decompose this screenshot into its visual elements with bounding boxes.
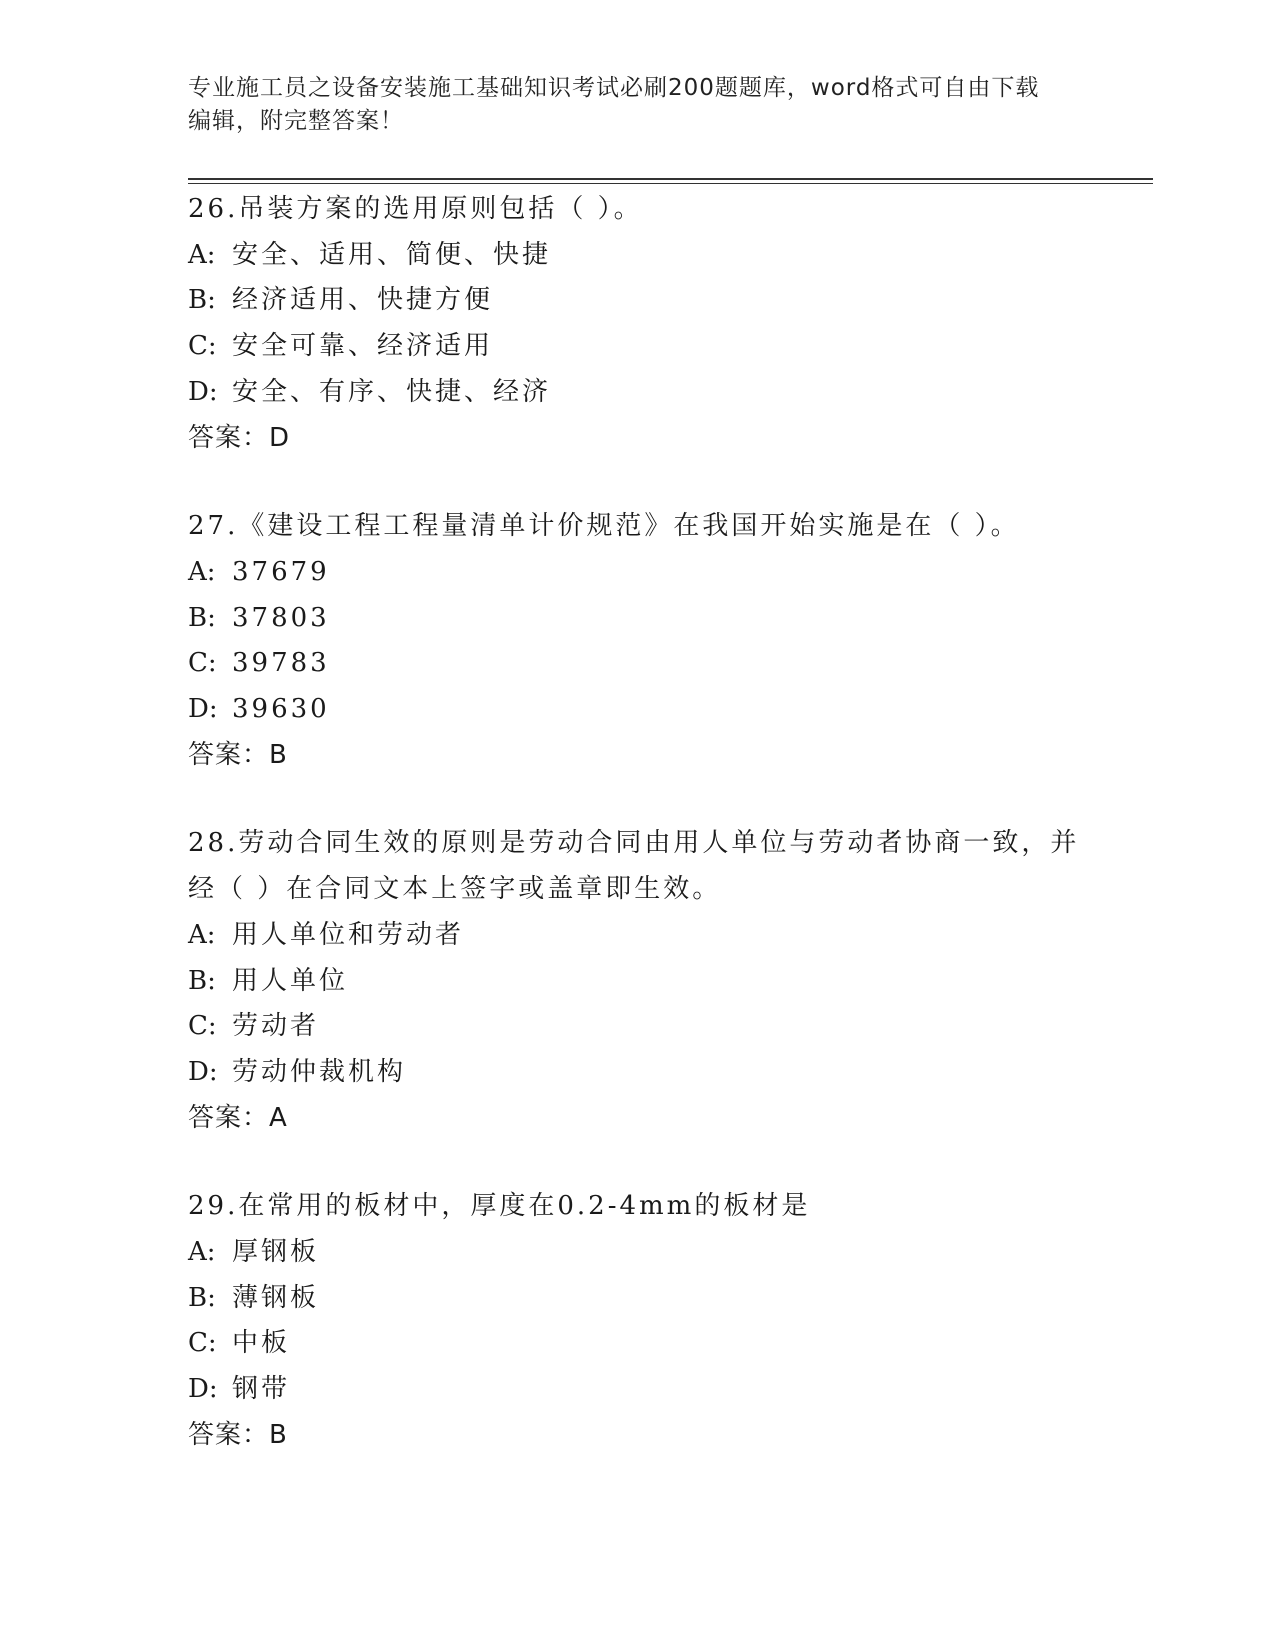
option-a	[188, 913, 1108, 959]
option-label: B:	[188, 285, 216, 316]
option-text: 安全、有序、快捷、经济	[232, 376, 552, 407]
question-stem: 28.劳动合同生效的原则是劳动合同由用人单位与劳动者协商一致，并经（ ）在合同文本上签字或盖章即生效。	[188, 828, 1080, 905]
option-d	[188, 687, 1108, 733]
option-label: D:	[188, 376, 218, 407]
question-stem: 26.吊装方案的选用原则包括（ ）。	[188, 194, 643, 224]
option-text: 劳动仲裁机构	[232, 1056, 407, 1087]
question-26	[188, 187, 1108, 461]
header-divider-top	[188, 178, 1153, 180]
answer: 答案：A	[188, 1102, 288, 1133]
option-label: A:	[188, 556, 216, 587]
option-d	[188, 1367, 1108, 1413]
option-label: C:	[188, 1011, 217, 1042]
header-divider-bottom	[188, 183, 1153, 184]
question-list	[188, 187, 1108, 1459]
question-29	[188, 1184, 1108, 1458]
option-label: D:	[188, 1056, 218, 1087]
answer: 答案：D	[188, 422, 291, 453]
option-text: 安全可靠、经济适用	[232, 331, 494, 362]
option-text: 经济适用、快捷方便	[232, 285, 494, 316]
answer: 答案：B	[188, 1419, 288, 1450]
option-c	[188, 1004, 1108, 1050]
option-text: 39630	[232, 694, 330, 725]
document-header	[188, 72, 1088, 138]
answer: 答案：B	[188, 739, 288, 770]
option-label: C:	[188, 331, 217, 362]
option-c	[188, 324, 1108, 370]
option-text: 37803	[232, 602, 330, 633]
option-a	[188, 1230, 1108, 1276]
question-27	[188, 504, 1108, 778]
option-c	[188, 641, 1108, 687]
option-label: B:	[188, 602, 216, 633]
question-stem: 27.《建设工程工程量清单计价规范》在我国开始实施是在（ ）。	[188, 511, 1020, 542]
option-text: 用人单位	[232, 965, 349, 996]
header-title-line-2: 编辑，附完整答案！	[188, 108, 404, 134]
question-stem: 29.在常用的板材中，厚度在0.2-4mm的板材是	[188, 1191, 811, 1222]
option-text: 劳动者	[232, 1011, 320, 1042]
option-a	[188, 550, 1108, 596]
option-label: C:	[188, 648, 217, 679]
option-text: 用人单位和劳动者	[232, 919, 465, 950]
option-b	[188, 596, 1108, 642]
option-text: 安全、适用、简便、快捷	[232, 239, 552, 270]
option-text: 薄钢板	[232, 1282, 320, 1313]
option-label: B:	[188, 965, 216, 996]
option-d	[188, 370, 1108, 416]
option-text: 钢带	[232, 1374, 291, 1405]
option-c	[188, 1321, 1108, 1367]
option-text: 39783	[232, 648, 330, 679]
option-label: A:	[188, 239, 216, 270]
option-label: C:	[188, 1328, 217, 1359]
option-text: 37679	[232, 556, 330, 587]
option-a	[188, 233, 1108, 279]
option-b	[188, 1276, 1108, 1322]
option-label: D:	[188, 1374, 218, 1405]
option-label: D:	[188, 694, 218, 725]
header-title-line-1: 专业施工员之设备安装施工基础知识考试必刷200题题库，word格式可自由下载	[188, 75, 1040, 101]
option-label: B:	[188, 1282, 216, 1313]
option-label: A:	[188, 919, 216, 950]
option-b	[188, 959, 1108, 1005]
option-d	[188, 1050, 1108, 1096]
option-label: A:	[188, 1237, 216, 1268]
option-text: 中板	[232, 1328, 291, 1359]
option-b	[188, 278, 1108, 324]
question-28	[188, 821, 1108, 1141]
option-text: 厚钢板	[232, 1237, 320, 1268]
